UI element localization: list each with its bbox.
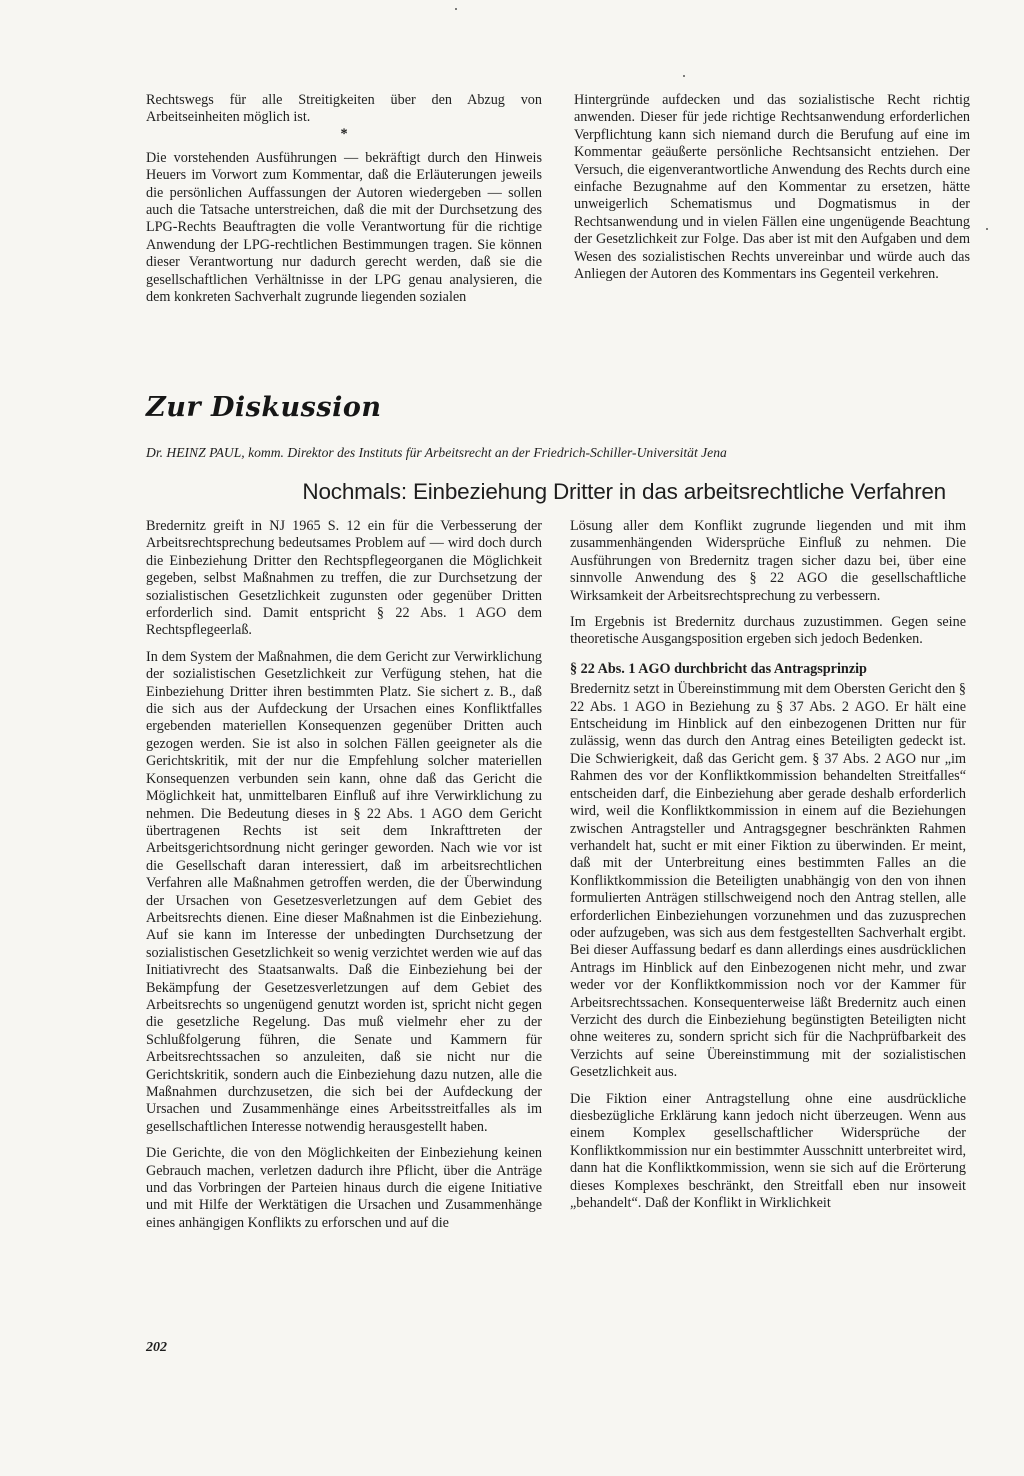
section-separator: * [340,125,348,142]
article-title: Nochmals: Einbeziehung Dritter in das arbeitsrechtliche Verfahren [302,479,946,504]
paragraph: Rechtswegs für alle Streitigkeiten über den Abzug von Arbeitseinheiten möglich ist. [146,92,542,126]
paragraph: Bredernitz greift in NJ 1965 S. 12 ein für die Verbesserung der Arbeitsrechtsprechung bedeutsames Problem auf — wird doch durch die Einbeziehung Dritter den Rechtspflegeorganen die Möglichkeit gegeben, selbst Maßnahmen zu treffen, die zur Durchsetzung der sozialistischen Gesetzlichkeit zugunsten oder gegenüber Dritten erforderlich sind. Damit entspricht § 22 Abs. 1 AGO dem Rechtspflegeerlaß. [146,518,542,639]
paragraph: Bredernitz setzt in Übereinstimmung mit dem Obersten Gericht den § 22 Abs. 1 AGO in Beziehung zu § 37 Abs. 2 AGO. Er hält eine Entscheidung im Hinblick auf den einbezogenen Dritten nur für zulässig, wenn das durch den Antrag eines Beteiligten gedeckt ist. Die Schwierigkeit, daß das Gericht gem. § 37 Abs. 2 AGO nur „im Rahmen des vor der Konfliktkommission behandelten Streitfalles“ entscheiden darf, die Einbeziehung aber gerade deshalb erforderlich wird, weil die Konfliktkommission in einem auf die Beziehungen zwischen Antragsteller und Antragsgegner beschränkten Rahmen verhandelt hat, sucht er mit einer Fiktion zu überwinden. Er meint, daß mit der Unterbreitung eines bestimmten Falles an die Konfliktkommission die Beteiligten unabhängig von den von ihnen formulierten Anträgen stillschweigend noch den Antrag stellen, alle erforderlichen Einbeziehungen vorzunehmen und das zuzusprechen oder aufzugeben, was sich aus dem festgestellten Sachverhalt ergibt. Bei dieser Auffassung bedarf es dann allerdings eines ausdrücklichen Antrags im Hinblick auf den Einbezogenen nicht mehr, und zwar weder vor der Konfliktkommission noch vor der Kammer für Arbeitsrechtssachen. Konsequenterweise läßt Bredernitz auch einen Verzicht des durch die Einbeziehung begünstigten Beteiligten nicht ohne weiteres zu, sondern spricht sich für die Nachprüfbarkeit des Verzichts auf seine Übereinstimmung mit der sozialistischen Gesetzlichkeit aus. [570,681,966,1081]
paragraph: Lösung aller dem Konflikt zugrunde liegenden und mit ihm zusammenhängenden Widersprüche Einfluß zu nehmen. Die Ausführungen von Bredernitz tragen sicher dazu bei, über eine sinnvolle Anwendung des § 22 AGO die gesellschaftliche Wirksamkeit der Arbeitsrechtsprechung zu verbessern. [570,518,966,604]
article-subheading: § 22 Abs. 1 AGO durchbricht das Antragsprinzip [570,660,867,677]
paragraph: Hintergründe aufdecken und das sozialistische Recht richtig anwenden. Dieser für jede richtige Rechtsanwendung erforderlichen Verpflichtung kann sich niemand durch die Berufung auf eine im Kommentar geäußerte persönliche Rechtsansicht entziehen. Der Versuch, die eigenverantwortliche Anwendung des Rechts durch eine einfache Bezugnahme auf den Kommentar zu ersetzen, hätte unweigerlich Schematismus und Dogmatismus in der Rechtsanwendung und in vielen Fällen eine ungenügende Beachtung der Gesetzlichkeit zur Folge. Das aber ist mit den Aufgaben und dem Wesen des sozialistischen Rechts unvereinbar und würde auch das Anliegen der Autoren des Kommentars ins Gegenteil verkehren. [574,92,970,283]
top-right-column [574,92,970,283]
article-left-column [146,518,542,1232]
author-byline: Dr. HEINZ PAUL, komm. Direktor des Instituts für Arbeitsrecht an der Friedrich-Schiller-Universität Jena [146,445,727,460]
section-title: Zur Diskussion [146,392,382,423]
paragraph: Die Gerichte, die von den Möglichkeiten der Einbeziehung keinen Gebrauch machen, verletzen dadurch ihre Pflicht, über die Anträge und das Vorbringen der Parteien hinaus durch die eigene Initiative und mit Hilfe der Werktätigen die Ursachen und Zusammenhänge eines anhängigen Konflikts zu erforschen und auf die [146,1145,542,1231]
article-right-column [570,518,966,1212]
paragraph: In dem System der Maßnahmen, die dem Gericht zur Verwirklichung der sozialistischen Gesetzlichkeit zur Verfügung stehen, hat die Einbeziehung Dritter ihren bestimmten Platz. Sie sichert z. B., daß die sich aus der Aufdeckung der Ursachen eines Konfliktfalles ergebenden materiellen Konsequenzen gegenüber Dritten auch gezogen werden. Sie ist also in solchen Fällen geeigneter als die Gerichtskritik, mit der nur die Empfehlung solcher materiellen Konsequenzen verbunden sein kann, ohne daß das Gericht die Möglichkeit hat, unmittelbaren Einfluß auf ihre Verwirklichung zu nehmen. Die Bedeutung dieses in § 22 Abs. 1 AGO dem Gericht übertragenen Rechts ist seit dem Inkrafttreten der Arbeitsgerichtsordnung nicht geringer geworden. Nach wie vor ist die Gesellschaft daran interessiert, daß im arbeitsrechtlichen Verfahren alle Maßnahmen getroffen werden, die der Überwindung der Ursachen von Gesetzesverletzungen auf dem Gebiet des Arbeitsrechts dienen. Eine dieser Maßnahmen ist die Einbeziehung. Auf sie kann im Interesse der unbedingten Durchsetzung der sozialistischen Gesetzlichkeit so wenig verzichtet werden wie auf das Initiativrecht des Staatsanwalts. Daß die Einbeziehung bei der Bekämpfung der Gesetzesverletzungen auf dem Gebiet des Arbeitsrechts so ungenügend genutzt worden ist, spricht nicht gegen die gesetzliche Regelung. Das muß vielmehr eher zu der Schlußfolgerung führen, die Senate und Kammern für Arbeitsrechtssachen so anzuleiten, daß sie nicht nur die Gerichtskritik, sondern auch die Einbeziehung dazu nutzen, alle die Maßnahmen durchzusetzen, die sich bei der Aufdeckung der Ursachen und Zusammenhänge eines Arbeitsstreitfalles als im gesellschaftlichen Interesse notwendig herausgestellt haben. [146,648,542,1135]
paragraph: Die vorstehenden Ausführungen — bekräftigt durch den Hinweis Heuers im Vorwort zum Kommentar, daß die Erläuterungen jeweils die persönlichen Auffassungen der Autoren wiedergeben — sollen auch die Tatsache unterstreichen, daß die mit der Durchsetzung des LPG-Rechts Beauftragten die volle Verantwortung für die richtige Anwendung der LPG-rechtlichen Bestimmungen tragen. Sie können dieser Verantwortung nur dadurch gerecht werden, daß sie die gesellschaftlichen Verhältnisse in der LPG genau analysieren, die dem konkreten Sachverhalt zugrunde liegenden sozialen [146,149,542,306]
print-speck [455,8,457,10]
paragraph: Die Fiktion einer Antragstellung ohne eine ausdrückliche diesbezügliche Erklärung kann jedoch nicht überzeugen. Wenn aus einem Komplex gesellschaftlicher Widersprüche der Konfliktkommission nur ein bestimmter Ausschnitt unterbreitet wird, dann hat die Konfliktkommission, wenn sie sich auf die Erörterung dieses Komplexes beschränkt, den Streitfall eben nur insoweit „behandelt“. Daß der Konflikt in Wirklichkeit [570,1090,966,1212]
paragraph: Im Ergebnis ist Bredernitz durchaus zuzustimmen. Gegen seine theoretische Ausgangsposition ergeben sich jedoch Bedenken. [570,614,966,648]
print-speck [986,228,988,230]
print-speck [683,75,685,77]
top-left-column [146,92,542,306]
page-number: 202 [146,1340,167,1355]
